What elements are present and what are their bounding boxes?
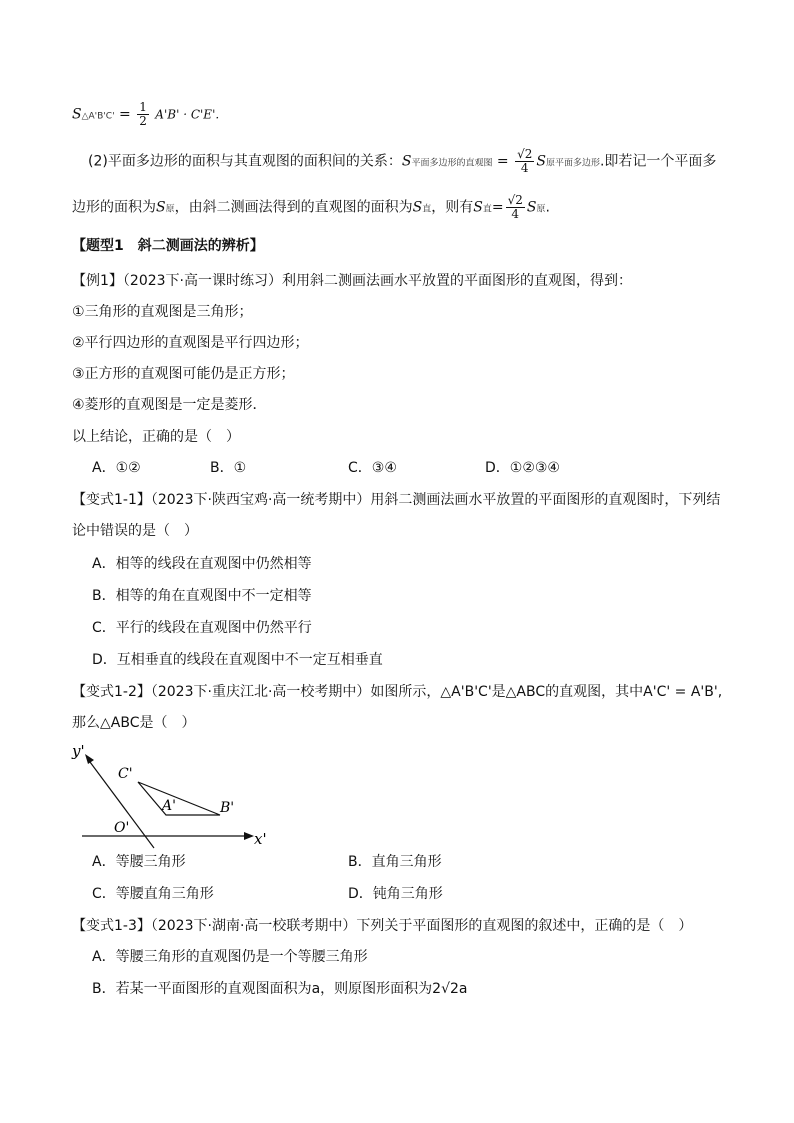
line3-s3: S <box>473 199 483 216</box>
label-y-prime: y' <box>72 742 85 760</box>
area-formula <box>72 101 219 128</box>
variant-1-2-heading: 【变式1-2】（2023下·重庆江北·高一校考期中）如图所示，△A'B'C'是△ABC的直观图，其中A'C' = A'B', <box>72 684 723 700</box>
variant-1-3-option-b: B．若某一平面图形的直观图面积为a，则原图形面积为2√2a <box>92 981 468 997</box>
variant-1-3-heading: 【变式1-3】（2023下·湖南·高一校联考期中）下列关于平面图形的直观图的叙述中，正确的是（ ） <box>72 918 693 934</box>
variant-1-1-option-a: A．相等的线段在直观图中仍然相等 <box>92 556 312 572</box>
example-1-item-4: ④菱形的直观图是一定是菱形． <box>72 397 267 413</box>
formula-rhs: A'B' · C'E'. <box>155 107 220 122</box>
label-x-prime: x' <box>254 830 267 848</box>
variant-1-2-option-a: A．等腰三角形 <box>92 854 186 870</box>
variant-1-1-option-c: C．平行的线段在直观图中仍然平行 <box>92 620 312 636</box>
line3-s2: S <box>412 199 423 216</box>
relation-s1-sub: 平面多边形的直观图 <box>411 158 493 169</box>
line3-frac: $\frac{√2}{4}$ <box>507 193 523 221</box>
line3-text-a: 边形的面积为 <box>72 199 156 216</box>
formula-eq: = <box>119 106 131 123</box>
example-1-option-c: C．③④ <box>348 460 397 476</box>
label-c-prime: C' <box>118 766 133 782</box>
formula-frac: $\frac{1}{2}$ <box>139 100 147 128</box>
x-axis-arrow <box>244 832 254 840</box>
relation-s1: S <box>401 153 412 170</box>
formula-sub: △A'B'C' <box>81 111 115 122</box>
example-1-item-3: ③正方形的直观图可能仍是正方形； <box>72 366 295 382</box>
example-1-option-b: B．① <box>210 460 247 476</box>
variant-1-1-heading: 【变式1-1】（2023下·陕西宝鸡·高一统考期中）用斜二测画法画水平放置的平面图形的直观图时，下列结 <box>72 492 721 508</box>
line3-end: . <box>545 199 550 216</box>
relation-text: (2)平面多边形的面积与其直观图的面积间的关系： <box>88 153 402 170</box>
label-a-prime: A' <box>162 798 176 814</box>
example-1-item-1: ①三角形的直观图是三角形； <box>72 304 253 320</box>
formula-s: S <box>72 106 82 123</box>
area-relation-line-2 <box>72 194 550 221</box>
variant-1-2-option-b: B．直角三角形 <box>348 854 442 870</box>
example-1-heading: 【例1】（2023下·高一课时练习）利用斜二测画法画水平放置的平面图形的直观图，得到： <box>72 273 632 289</box>
relation-s2: S <box>536 153 546 170</box>
example-1-question: 以上结论，正确的是（ ） <box>72 429 240 445</box>
label-b-prime: B' <box>220 800 235 816</box>
variant-1-2-option-c: C．等腰直角三角形 <box>92 886 214 902</box>
line3-s3-sub: 直 <box>482 204 492 215</box>
y-axis-arrow <box>85 754 94 764</box>
example-1-option-d: D．①②③④ <box>485 460 560 476</box>
example-1-item-2: ②平行四边形的直观图是平行四边形； <box>72 335 309 351</box>
variant-1-2-option-d: D．钝角三角形 <box>348 886 443 902</box>
line3-s: S <box>156 199 166 216</box>
variant-1-1-option-b: B．相等的角在直观图中不一定相等 <box>92 588 312 604</box>
variant-1-1-option-d: D．互相垂直的线段在直观图中不一定互相垂直 <box>92 652 383 668</box>
relation-text-b: .即若记一个平面多 <box>599 153 717 170</box>
variant-1-1-heading-cont: 论中错误的是（ ） <box>72 523 198 539</box>
relation-frac: $\frac{√2}{4}$ <box>517 147 533 175</box>
section-title: 【题型1 斜二测画法的辨析】 <box>72 238 264 254</box>
line3-s-sub: 原 <box>165 204 175 215</box>
example-1-option-a: A．①② <box>92 460 141 476</box>
variant-1-3-option-a: A．等腰三角形的直观图仍是一个等腰三角形 <box>92 949 368 965</box>
triangle-abc <box>138 782 220 815</box>
line3-text-b: ，由斜二测画法得到的直观图的面积为 <box>174 199 413 216</box>
relation-s2-sub: 原平面多边形 <box>545 158 600 169</box>
line3-s2-sub: 直 <box>422 204 432 215</box>
variant-1-2-heading-cont: 那么△ABC是（ ） <box>72 715 196 731</box>
line3-s4-sub: 原 <box>536 204 546 215</box>
relation-eq: = <box>496 153 509 170</box>
area-relation-line <box>88 148 716 175</box>
label-o-prime: O' <box>114 820 130 836</box>
oblique-drawing-figure <box>62 740 282 850</box>
line3-text-c: ，则有 <box>431 199 474 216</box>
line3-eq: = <box>491 199 504 216</box>
line3-s4: S <box>526 199 537 216</box>
